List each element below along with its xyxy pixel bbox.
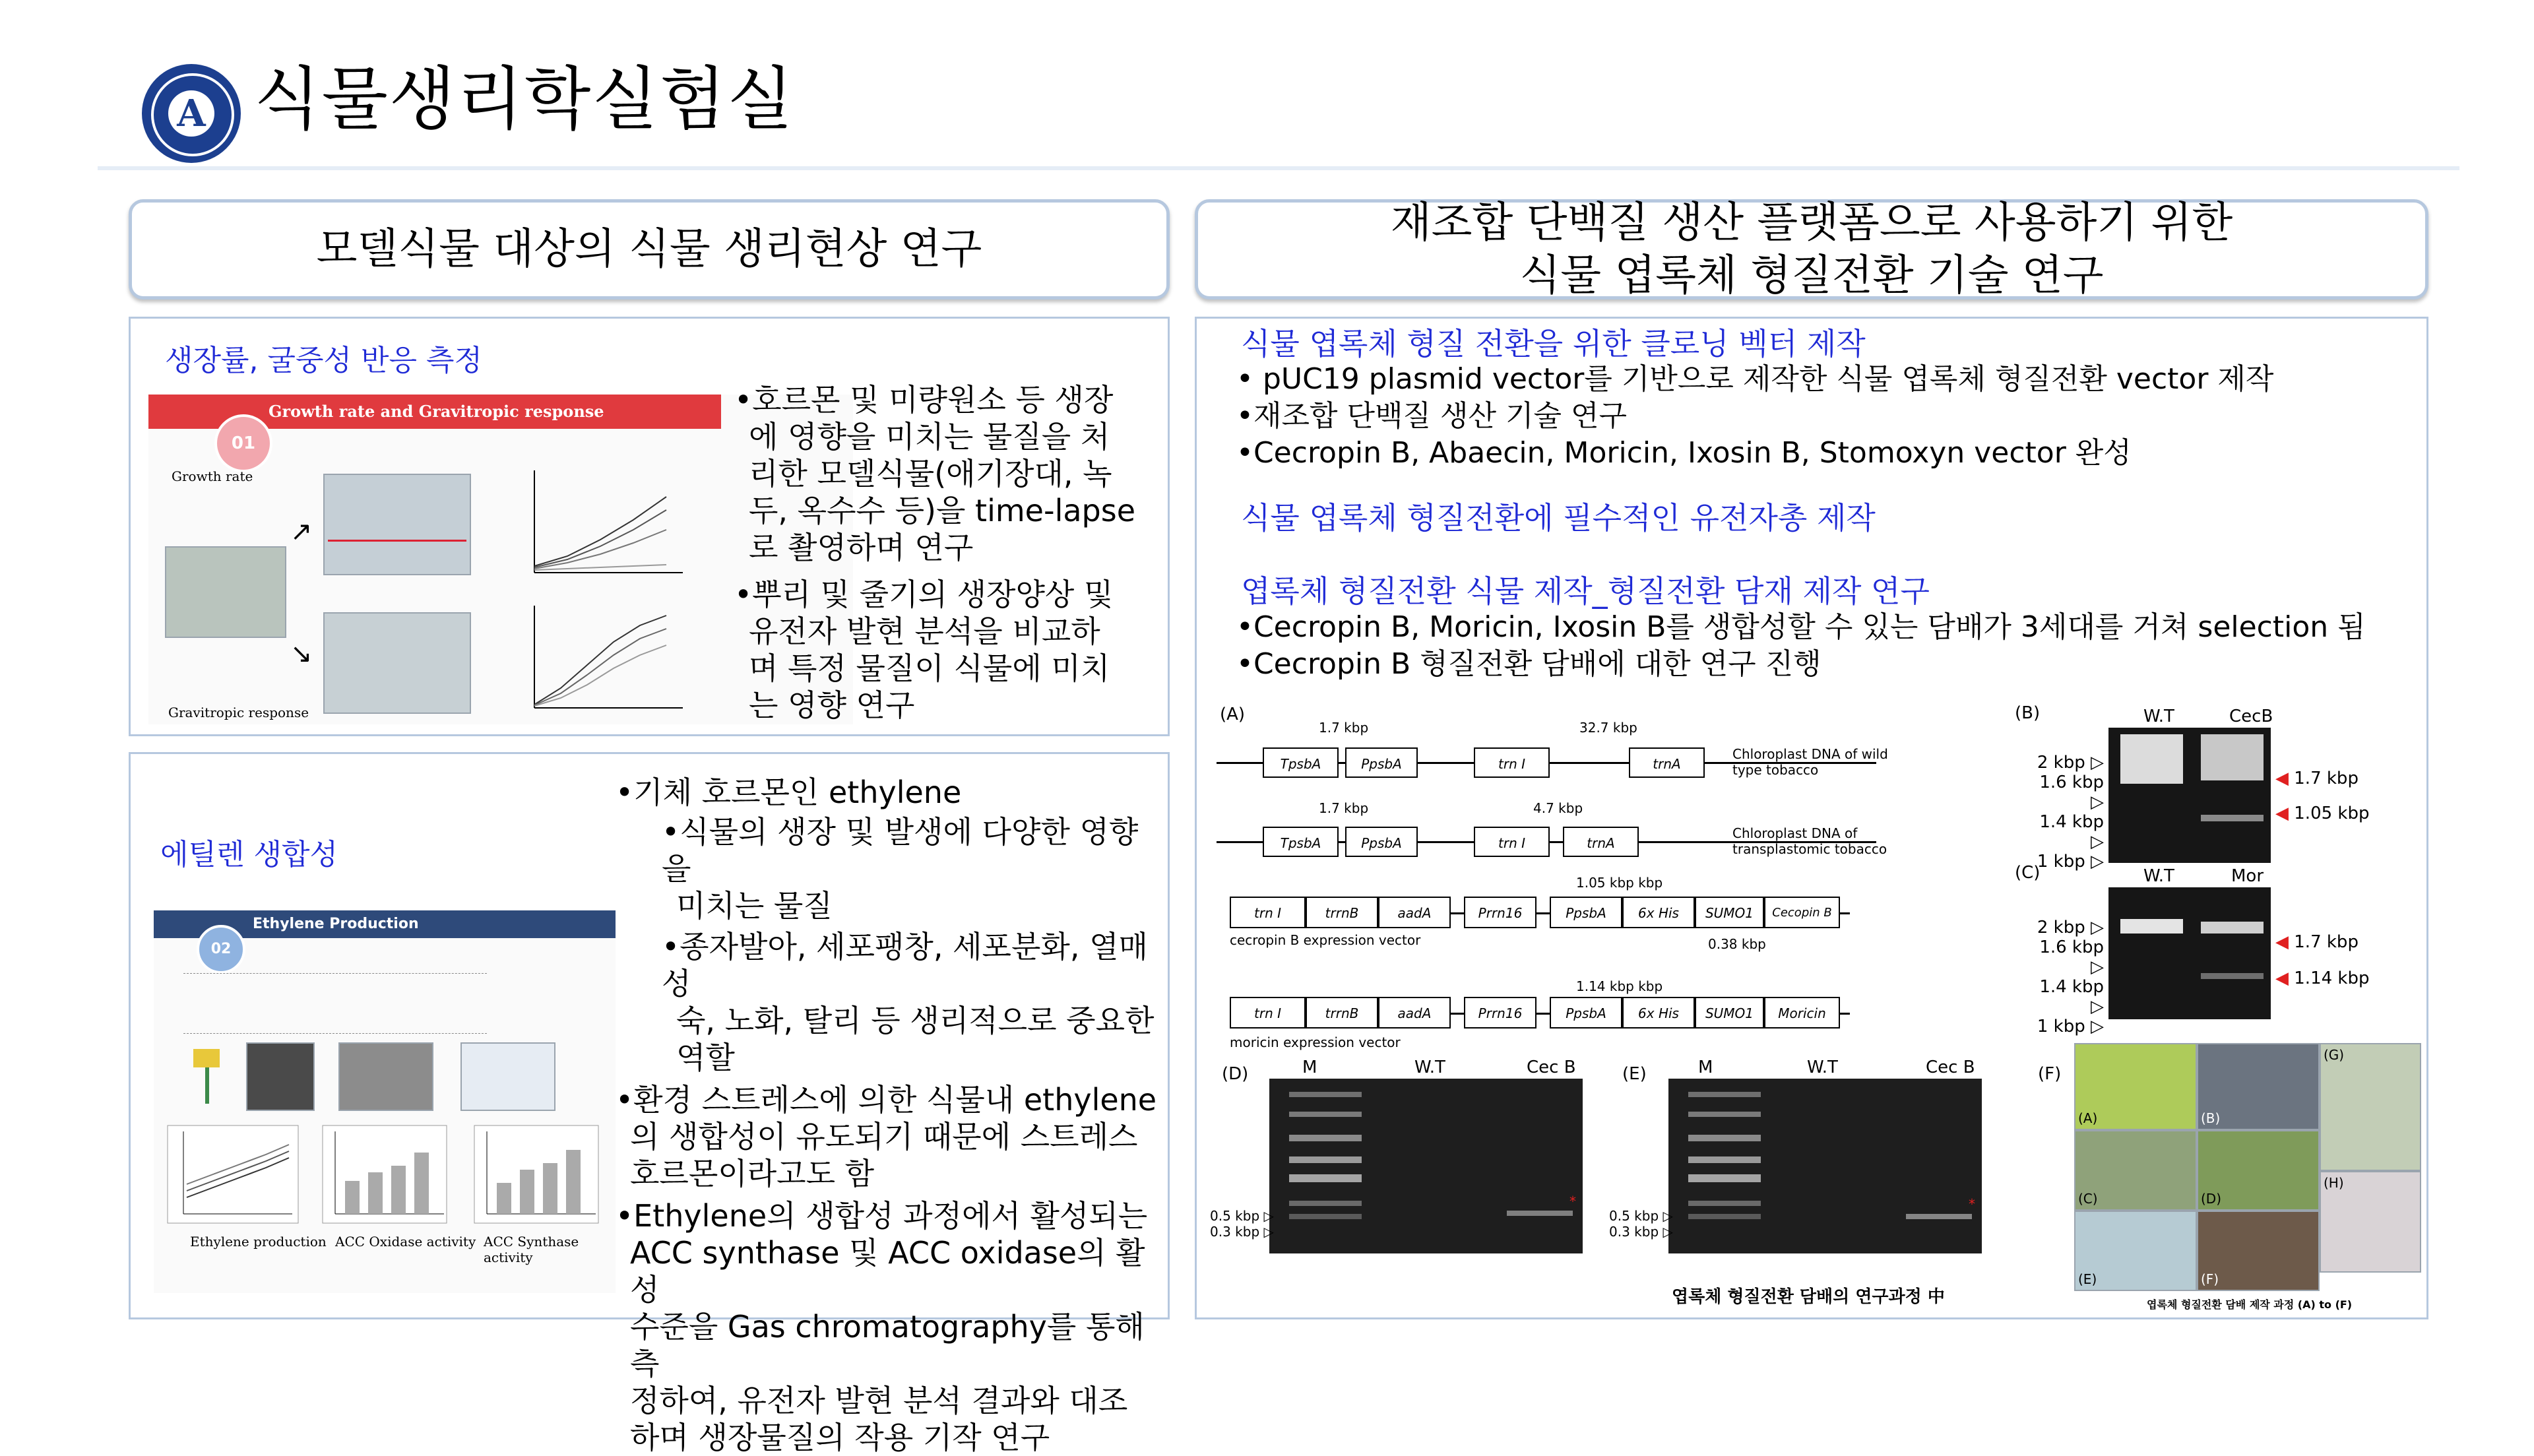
photo-b-label: (B)	[2201, 1110, 2221, 1126]
gel-b-ladder	[2025, 753, 2104, 871]
gel-e-star-icon: *	[1969, 1196, 1975, 1212]
gel-b-mark-17	[2275, 769, 2359, 788]
left-section-title: 모델식물 대상의 식물 생리현상 연구	[316, 225, 982, 274]
growth-b1-l3: 리한 모델식물(애기장대, 녹	[749, 456, 1112, 491]
ethylene-b1-l1: •환경 스트레스에 의한 식물내 ethylene	[616, 1082, 1157, 1118]
ethylene-plot-svg	[167, 1125, 299, 1224]
wt-psba-size: 1.7 kbp	[1319, 720, 1369, 736]
tp-trna-box: trnA	[1563, 827, 1639, 857]
ethylene-figure	[154, 910, 616, 1293]
growth-bullet-1	[734, 381, 1156, 566]
red-arrow-icon: ◀	[2275, 769, 2289, 788]
photo-e-label: (E)	[2078, 1271, 2097, 1287]
gel-e-image	[1668, 1079, 1982, 1253]
gel-d-target-band	[1507, 1211, 1573, 1216]
gel-b-band-cec	[2201, 734, 2264, 780]
growth-b2-l3: 며 특정 물질이 식물에 미치	[749, 650, 1110, 686]
chloroplast-panel	[1195, 317, 2428, 1319]
gel-d-image	[1269, 1079, 1583, 1253]
gel-d-ladder-band	[1289, 1135, 1362, 1141]
right-section-title-box	[1195, 199, 2428, 300]
growth-line-plot	[521, 467, 686, 583]
biosynthesis-pathway-diagram	[183, 973, 487, 1034]
tp-trni-box: trn I	[1474, 827, 1550, 857]
photo-d-label: (D)	[2201, 1191, 2222, 1207]
gel-e-ladder	[1609, 1208, 1673, 1240]
gel-b-image	[2108, 728, 2271, 863]
red-arrow-icon: ◀	[2275, 968, 2289, 988]
gel-e-ladder-05: 0.5 kbp ▷	[1609, 1208, 1673, 1224]
gel-e-lane-cecb: Cec B	[1926, 1058, 1975, 1077]
gel-c-band-mor	[2201, 922, 2264, 934]
cec-aada-box: aadA	[1378, 897, 1451, 928]
growth-rate-label: Growth rate	[172, 468, 253, 484]
gel-d-ladder-band	[1289, 1201, 1362, 1206]
gel-e-ladder-03: 0.3 kbp ▷	[1609, 1224, 1673, 1240]
gel-e-lane-wt: W.T	[1807, 1058, 1838, 1077]
ethylene-panel	[129, 752, 1170, 1455]
gel-c-ladder-1: 2 kbp ▷	[2037, 918, 2104, 937]
header-divider	[98, 166, 2459, 170]
tp-chloroplast-label: Chloroplast DNA of transplastomic tobacco	[1732, 825, 1887, 857]
gene-gun-heading: 식물 엽록체 형질전환에 필수적인 유전자총 제작	[1241, 500, 1876, 536]
right-section-title-line1: 재조합 단백질 생산 플랫폼으로 사용하기 위한	[1390, 199, 2233, 247]
growth-b1-l4: 두, 옥수수 등)을 time-lapse	[749, 493, 1136, 528]
vector-map-figure	[1217, 714, 1896, 1058]
cec-ppsba-box: PpsbA	[1550, 897, 1622, 928]
gel-c-ladder-2: 1.6 kbp ▷	[2039, 937, 2104, 977]
gel-b-mark-17-text: 1.7 kbp	[2294, 769, 2359, 788]
gel-c-lane-mor: Mor	[2231, 866, 2264, 886]
photo-b	[2197, 1043, 2320, 1130]
wt-tpsba-box: TpsbA	[1263, 747, 1339, 778]
wt-trn-size: 32.7 kbp	[1579, 720, 1637, 736]
mor-prrn16-box: Prrn16	[1464, 997, 1536, 1029]
gel-c-ladder-3: 1.4 kbp ▷	[2039, 977, 2104, 1017]
gel-c-lane-wt: W.T	[2143, 866, 2174, 886]
ethylene-sub-1-l2: 미치는 물질	[676, 888, 833, 924]
growth-panel	[129, 317, 1170, 736]
growth-b2-l1: •뿌리 및 줄기의 생장양상 및	[734, 577, 1114, 612]
gel-d-lane-cecb: Cec B	[1527, 1058, 1576, 1077]
gel-c-mark-17	[2275, 932, 2359, 952]
cec-cecropin-box: Cecopin B	[1764, 897, 1840, 928]
transformation-photo-grid	[2074, 1043, 2421, 1292]
gel-c-image	[2108, 887, 2271, 1019]
ethylene-b2-l1: •Ethylene의 생합성 과정에서 활성되는	[616, 1198, 1148, 1234]
ethylene-caption-1: Ethylene production	[190, 1234, 327, 1250]
transformation-b2: •Cecropin B 형질전환 담배에 대한 연구 진행	[1236, 647, 1821, 681]
gel-d-ladder-band	[1289, 1156, 1362, 1163]
logo-letter-icon: A	[177, 92, 206, 135]
gel-d-ladder	[1210, 1208, 1274, 1240]
fig-d-label: (D)	[1222, 1064, 1249, 1084]
photo-c	[2074, 1130, 2197, 1211]
red-arrow-icon: ◀	[2275, 804, 2289, 823]
gel-b-lane-cecb: CecB	[2229, 707, 2273, 726]
gel-c-ladder	[2025, 918, 2104, 1036]
cec-trni-box: trn I	[1230, 897, 1306, 928]
photo-f-label: (F)	[2201, 1271, 2219, 1287]
gravitropic-plate-photo	[323, 612, 471, 714]
petri-dish-photo	[165, 546, 286, 638]
growth-plot-svg	[521, 467, 686, 583]
wt-trna-box: trnA	[1629, 747, 1705, 778]
gel-d-ladder-band	[1289, 1214, 1362, 1219]
ethylene-b1-l2: 의 생합성이 유도되기 때문에 스트레스	[630, 1119, 1138, 1155]
tp-trn-size: 4.7 kbp	[1533, 800, 1583, 816]
gel-de-caption: 엽록체 형질전환 담배의 연구과정 中	[1672, 1287, 1945, 1307]
ethylene-sub-2	[616, 928, 1163, 1076]
acc-oxidase-bar-plot	[322, 1125, 447, 1224]
growth-plate-photo	[323, 474, 471, 575]
growth-marker-line	[328, 540, 466, 542]
acc-synthase-bar-plot	[474, 1125, 599, 1224]
gel-b-band-wt	[2120, 734, 2183, 784]
ethylene-b1-l3: 호르몬이라고도 함	[630, 1156, 875, 1191]
cloning-b3: •Cecropin B, Abaecin, Moricin, Ixosin B, Stomoxyn vector 완성	[1236, 436, 2132, 470]
mor-sumo-box: SUMO1	[1695, 997, 1764, 1029]
mor-aada-box: aadA	[1378, 997, 1451, 1029]
ethylene-banner-text: Ethylene Production	[253, 916, 419, 932]
gel-b-ladder-3: 1.4 kbp ▷	[2039, 812, 2104, 852]
transformation-b1: •Cecropin B, Moricin, Ixosin B를 생합성할 수 있는 담배가 3세대를 거쳐 selection 됨	[1236, 610, 2366, 644]
gel-b-ladder-2: 1.6 kbp ▷	[2039, 773, 2104, 812]
ethylene-sub-2-l1: •종자발아, 세포팽창, 세포분화, 열매성	[662, 929, 1148, 1001]
photo-e	[2074, 1211, 2197, 1291]
gel-e-ladder-band	[1688, 1214, 1761, 1219]
growth-b1-l1: •호르몬 및 미량원소 등 생장	[734, 382, 1114, 418]
ethylene-sub-1	[616, 813, 1163, 924]
photo-a-label: (A)	[2078, 1110, 2098, 1126]
growth-b1-l2: 에 영향을 미치는 물질을 처	[749, 419, 1110, 455]
photo-h-label: (H)	[2324, 1175, 2344, 1191]
ethylene-vial-cap-photo	[193, 1049, 220, 1067]
mor-trrnb-box: trrnB	[1306, 997, 1378, 1029]
gel-d-ladder-03: 0.3 kbp ▷	[1210, 1224, 1274, 1240]
growth-b2-l4: 는 영향 연구	[749, 687, 915, 723]
tp-ppsba-box: PpsbA	[1345, 827, 1418, 857]
photo-g	[2320, 1043, 2421, 1171]
gravitropic-label: Gravitropic response	[168, 705, 309, 720]
arrow-down-icon: ↘	[290, 639, 313, 669]
growth-heading: 생장률, 굴중성 반응 측정	[165, 344, 482, 377]
cec-vector-label: cecropin B expression vector	[1230, 932, 1421, 948]
ethylene-vial-stem	[205, 1067, 209, 1104]
ethylene-bullet-gc	[616, 1197, 1163, 1456]
gel-d-ladder-05: 0.5 kbp ▷	[1210, 1208, 1274, 1224]
cec-trrnb-box: trrnB	[1306, 897, 1378, 928]
gel-d-star-icon: *	[1569, 1193, 1576, 1209]
tp-tpsba-box: TpsbA	[1263, 827, 1339, 857]
ethylene-heading: 에틸렌 생합성	[160, 838, 338, 871]
gel-e-ladder-band	[1688, 1174, 1761, 1182]
gel-b-ladder-1: 2 kbp ▷	[2037, 753, 2104, 773]
growth-banner-text: Growth rate and Gravitropic response	[269, 402, 604, 421]
wt-trni-box: trn I	[1474, 747, 1550, 778]
sealed-vial-photo	[246, 1042, 315, 1111]
red-arrow-icon: ◀	[2275, 932, 2289, 952]
ethylene-sub-2-l2: 숙, 노화, 탈리 등 생리적으로 중요한	[676, 1003, 1155, 1038]
gel-c-mark-114-text: 1.14 kbp	[2294, 968, 2370, 988]
mor-trni-box: trn I	[1230, 997, 1306, 1029]
gel-c-band-mor-low	[2201, 973, 2264, 979]
mor-moricin-box: Moricin	[1764, 997, 1840, 1029]
transformation-bullets	[1236, 609, 2366, 683]
ethylene-main-bullet: •기체 호르몬인 ethylene	[616, 775, 962, 810]
gel-e-target-band	[1906, 1214, 1972, 1219]
gel-b-mark-105-text: 1.05 kbp	[2294, 804, 2370, 823]
cec-cassette-size: 1.05 kbp kbp	[1576, 875, 1663, 891]
gel-b-ladder-4: 1 kbp ▷	[2037, 852, 2104, 871]
gravitropic-line-plot	[521, 602, 686, 718]
gel-c-ladder-4: 1 kbp ▷	[2037, 1017, 2104, 1036]
acc-synthase-svg	[474, 1125, 599, 1224]
fig-a-label: (A)	[1220, 705, 1246, 724]
cloning-b1: • pUC19 plasmid vector를 기반으로 제작한 식물 엽록체 형질전환 vector 제작	[1236, 362, 2274, 396]
gel-e-lane-m: M	[1698, 1058, 1713, 1077]
chromatogram-screen-photo	[460, 1042, 555, 1111]
gel-c-band-wt	[2120, 919, 2183, 934]
ethylene-bullets	[616, 774, 1163, 1456]
mor-vector-label: moricin expression vector	[1230, 1034, 1401, 1050]
photo-f	[2197, 1211, 2320, 1291]
gel-b-band-cec-low	[2201, 815, 2264, 821]
gel-b-lane-wt: W.T	[2143, 707, 2174, 726]
ethylene-b2-l2: ACC synthase 및 ACC oxidase의 활성	[630, 1235, 1145, 1308]
ethylene-caption-3: ACC Synthase activity	[484, 1234, 579, 1265]
gel-c-mark-17-text: 1.7 kbp	[2294, 932, 2359, 952]
wt-chloroplast-label: Chloroplast DNA of wild type tobacco	[1732, 746, 1888, 778]
cec-insert-size: 0.38 kbp	[1708, 936, 1766, 952]
tp-psba-size: 1.7 kbp	[1319, 800, 1369, 816]
fig-e-label: (E)	[1622, 1064, 1647, 1084]
photo-d	[2197, 1130, 2320, 1211]
transformation-heading: 엽록체 형질전환 식물 제작_형질전환 담재 제작 연구	[1241, 573, 1930, 609]
cec-prrn16-box: Prrn16	[1464, 897, 1536, 928]
cec-sumo-box: SUMO1	[1695, 897, 1764, 928]
ethylene-caption-2: ACC Oxidase activity	[335, 1234, 476, 1250]
fig-f-label: (F)	[2038, 1064, 2062, 1084]
gel-e-ladder-band	[1688, 1092, 1761, 1097]
gel-d-lane-wt: W.T	[1414, 1058, 1445, 1077]
photo-a	[2074, 1043, 2197, 1130]
growth-b1-l5: 로 촬영하며 연구	[749, 530, 974, 565]
ethylene-b2-l4: 정하여, 유전자 발현 분석 결과와 대조	[630, 1383, 1128, 1418]
ethylene-b2-l5: 하며 생장물질의 작용 기작 연구	[630, 1420, 1050, 1455]
gas-chromatograph-photo	[338, 1042, 433, 1111]
cloning-bullets	[1236, 361, 2273, 472]
gel-c-mark-114	[2275, 968, 2370, 988]
cloning-heading: 식물 엽록체 형질 전환을 위한 클로닝 벡터 제작	[1241, 326, 1866, 362]
cec-his-box: 6x His	[1622, 897, 1695, 928]
fig-c-label: (C)	[2015, 863, 2041, 883]
growth-bullet-2	[734, 576, 1156, 724]
right-section-title-line2: 식물 엽록체 형질전환 기술 연구	[1519, 251, 2104, 300]
photo-grid-caption: 엽록체 형질전환 담배 제작 과정 (A) to (F)	[2147, 1298, 2353, 1311]
page-title: 식물생리학실험실	[254, 59, 795, 139]
acc-oxidase-svg	[322, 1125, 447, 1224]
ethylene-sub-2-l3: 역할	[676, 1040, 735, 1075]
university-logo	[142, 64, 241, 163]
gel-d-lane-m: M	[1302, 1058, 1317, 1077]
arrow-up-icon: ↗	[290, 517, 313, 547]
mor-cassette-size: 1.14 kbp kbp	[1576, 978, 1663, 994]
gel-e-ladder-band	[1688, 1135, 1761, 1141]
gel-e-ladder-band	[1688, 1201, 1761, 1206]
ethylene-bullet-stress	[616, 1081, 1163, 1192]
cloning-b2: •재조합 단백질 생산 기술 연구	[1236, 399, 1627, 433]
gel-b-mark-105	[2275, 804, 2370, 823]
growth-badge: 01	[214, 414, 272, 472]
gravitropic-plot-svg	[521, 602, 686, 718]
wt-ppsba-box: PpsbA	[1345, 747, 1418, 778]
photo-h	[2320, 1171, 2421, 1273]
gel-d-ladder-band	[1289, 1174, 1362, 1182]
ethylene-production-plot	[167, 1125, 299, 1224]
gel-e-ladder-band	[1688, 1156, 1761, 1163]
gel-d-ladder-band	[1289, 1092, 1362, 1097]
mor-his-box: 6x His	[1622, 997, 1695, 1029]
gel-e-ladder-band	[1688, 1112, 1761, 1117]
ethylene-b2-l3: 수준을 Gas chromatography를 통해 측	[630, 1309, 1145, 1381]
photo-g-label: (G)	[2324, 1047, 2345, 1063]
growth-b2-l2: 유전자 발현 분석을 비교하	[749, 614, 1100, 649]
gel-d-ladder-band	[1289, 1112, 1362, 1117]
mor-ppsba-box: PpsbA	[1550, 997, 1622, 1029]
fig-b-label: (B)	[2015, 703, 2041, 723]
ethylene-sub-1-l1: •식물의 생장 및 발생에 다양한 영향을	[662, 814, 1139, 887]
left-section-title-box	[129, 199, 1170, 300]
ethylene-badge: 02	[197, 925, 245, 974]
photo-c-label: (C)	[2078, 1191, 2098, 1207]
